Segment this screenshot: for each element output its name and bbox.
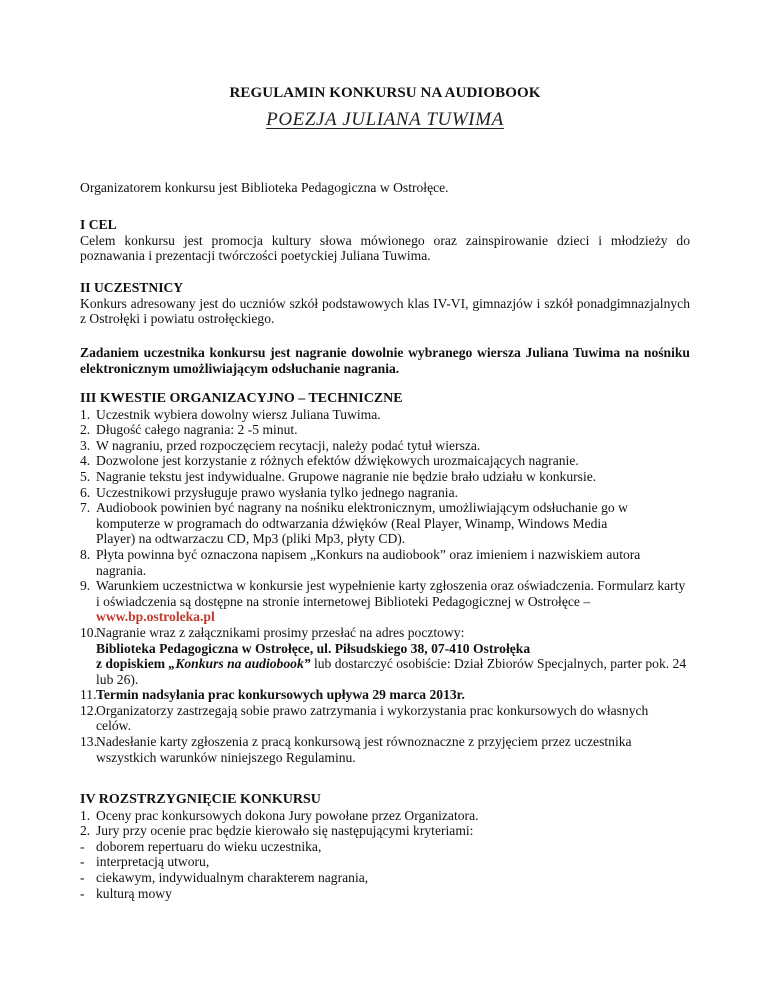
postal-address: Biblioteka Pedagogiczna w Ostrołęce, ul. Piłsudskiego 38, 07-410 Ostrołęka [96,640,531,656]
list-text: Audiobook powinien być nagrany na nośniku elektronicznym, umożliwiającym odsłuchanie go w komputerze w programach do odtwarzania dźwięków (Real Player, Winamp, Windows Media Player) na odtwarzaczu CD, Mp3 (pliki Mp3, płyty CD). [96,500,628,547]
list-text: ciekawym, indywidualnym charakterem nagrania, [96,869,369,885]
list-text: Termin nadsyłania prac konkursowych upływa 29 marca 2013r. [96,687,465,703]
list-item [80,438,690,454]
list-text: Organizatorzy zastrzegają sobie prawo zatrzymania i wykorzystania prac konkursowych do własnych celów. [96,702,649,734]
rozstrzygniecie-list [80,808,690,839]
list-text: Oceny prac konkursowych dokona Jury powołane przez Organizatora. [96,807,479,823]
list-text: W nagraniu, przed rozpoczęciem recytacji, należy podać tytuł wiersza. [96,437,481,453]
list-item [80,839,690,855]
list-item [80,734,690,765]
section-kwestie [80,391,690,765]
list-text: Jury przy ocenie prac będzie kierowało się następującymi kryteriami: [96,823,474,839]
dopisek-label: z dopiskiem [96,656,169,672]
list-number: 11. [80,687,97,703]
list-number: 8. [80,546,91,562]
list-number: 6. [80,484,91,500]
list-text-content: lub dostarczyć osobiście: Dział Zbiorów Specjalnych, parter pok. 24 lub 26). [96,656,687,687]
list-number: 1. [80,406,91,422]
list-number: 7. [80,500,91,516]
list-number: 2. [80,422,91,438]
list-number: 12. [80,702,97,718]
list-number: 13. [80,734,97,750]
list-number: 10. [80,624,97,640]
list-text: Uczestnik wybiera dowolny wiersz Juliana Tuwima. [96,406,381,422]
list-number: 9. [80,578,91,594]
list-item [80,625,690,687]
section-text [80,233,690,264]
document-subtitle: POEZJA JULIANA TUWIMA [266,109,504,130]
list-item [80,485,690,501]
section-heading: I CEL [80,217,117,232]
list-item [80,703,690,734]
list-text-content: Nagranie wraz z załącznikami prosimy przesłać na adres pocztowy: [96,624,465,640]
list-text [96,578,690,625]
list-item [80,886,690,902]
list-item [80,870,690,886]
website-link[interactable]: www.bp.ostroleka.pl [96,609,215,625]
list-number: 1. [80,807,91,823]
list-item [80,422,690,438]
kwestie-list [80,407,690,766]
list-item [80,547,690,578]
list-dash: - [80,854,85,870]
section-text-content: Celem konkursu jest promocja kultury słowa mówionego oraz zainspirowanie dzieci i młodzieży do poznawania i prezentacji twórczości poetyckiej Juliana Tuwima. [80,232,690,264]
intro-paragraph: Organizatorem konkursu jest Biblioteka Pedagogiczna w Ostrołęce. [80,180,449,195]
section-heading: IV ROZSTRZYGNIĘCIE KONKURSU [80,792,321,807]
list-number: 5. [80,468,91,484]
document-title: REGULAMIN KONKURSU NA AUDIOBOOK [229,85,541,101]
list-item [80,407,690,423]
section-cel [80,217,690,264]
list-number: 4. [80,453,91,469]
list-item [80,854,690,870]
list-number: 2. [80,823,91,839]
section-text: Konkurs adresowany jest do uczniów szkół podstawowych klas IV-VI, gimnazjów i szkół ponadgimnazjalnych z Ostrołęki i powiatu ostrołęckiego. [80,295,690,327]
list-item [80,469,690,485]
list-text: interpretacją utworu, [96,854,210,870]
list-text: doborem repertuaru do wieku uczestnika, [96,838,322,854]
list-item [80,823,690,839]
list-number: 3. [80,437,91,453]
section-heading: II UCZESTNICY [80,280,184,295]
list-text: Nagranie tekstu jest indywidualne. Grupowe nagranie nie będzie brało udziału w konkursie. [96,468,597,484]
task-paragraph: Zadaniem uczestnika konkursu jest nagranie dowolnie wybranego wiersza Juliana Tuwima na nośniku elektronicznym umożliwiającym odsłuchanie nagrania. [80,345,690,376]
list-text-content: Warunkiem uczestnictwa w konkursie jest wypełnienie karty zgłoszenia oraz oświadczenia. Formularz karty i oświadczenia są dostępne na stronie internetowej Biblioteki Pedagogicznej w Ostrołęce – [96,578,686,609]
list-item [80,808,690,824]
list-text: Nadesłanie karty zgłoszenia z pracą konkursową jest równoznaczne z przyjęciem przez uczestnika wszystkich warunków niniejszego Regulaminu. [96,734,632,765]
list-dash: - [80,885,85,901]
list-text: Dozwolone jest korzystanie z różnych efektów dźwiękowych urozmaicających nagranie. [96,453,579,469]
section-heading: III KWESTIE ORGANIZACYJNO – TECHNICZNE [80,391,403,406]
list-text [96,625,690,687]
criteria-list [80,839,690,901]
list-text: Długość całego nagrania: 2 -5 minut. [96,422,298,438]
list-text: kulturą mowy [96,885,172,901]
list-dash: - [80,869,85,885]
list-item [80,578,690,625]
list-item [80,453,690,469]
list-item [80,687,690,703]
list-item [80,500,690,547]
section-rozstrzygniecie [80,792,690,901]
dopisek-title: „Konkurs na audiobook” [168,656,311,672]
list-text: Uczestnikowi przysługuje prawo wysłania tylko jednego nagrania. [96,484,459,500]
list-text: Płyta powinna być oznaczona napisem „Konkurs na audiobook” oraz imieniem i nazwiskiem autora nagrania. [96,546,641,578]
section-uczestnicy [80,280,690,327]
list-dash: - [80,838,85,854]
